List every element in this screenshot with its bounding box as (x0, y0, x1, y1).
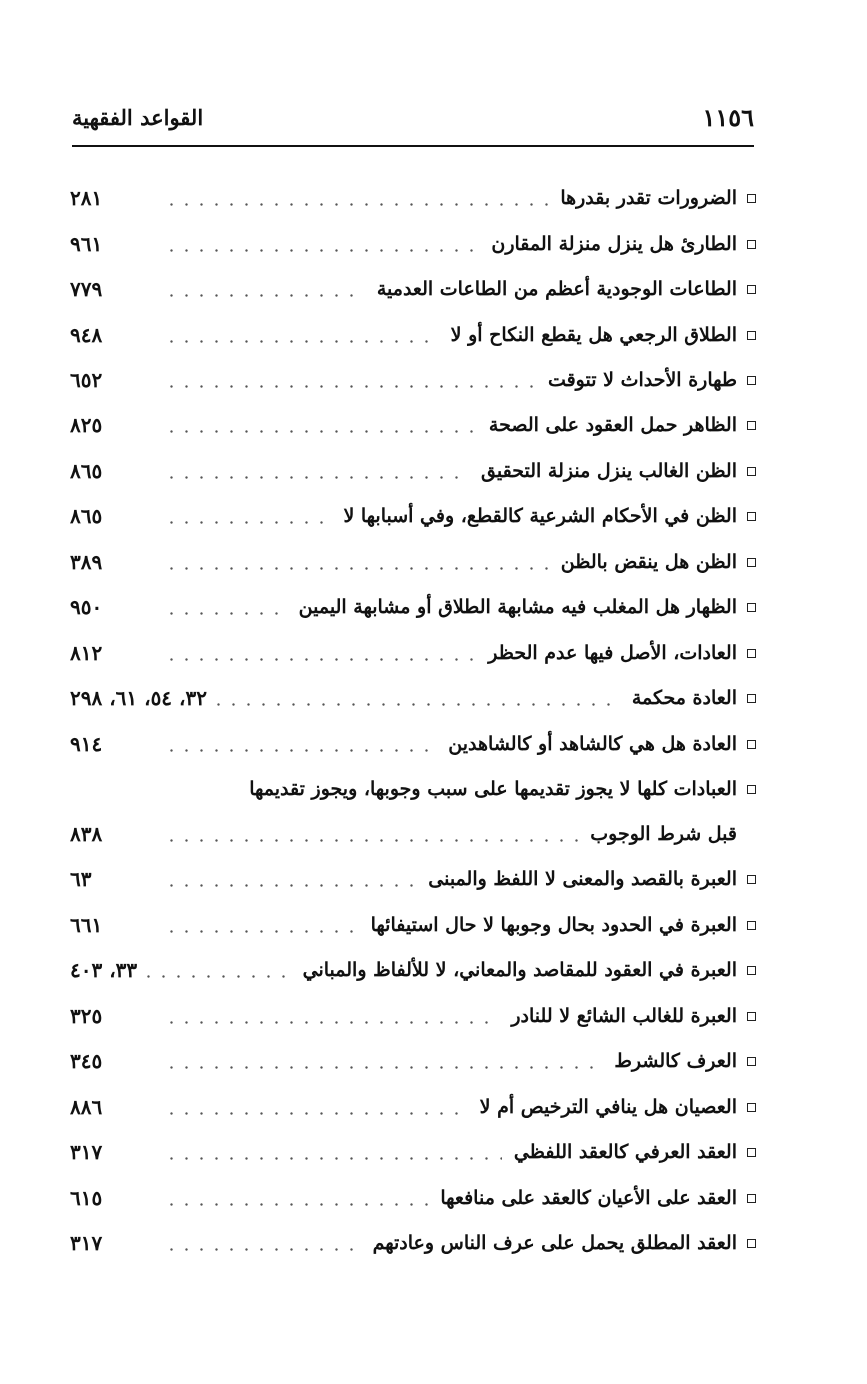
entry-pages: ٣٣، ٤٠٣ (70, 958, 138, 982)
entry-text: العادات، الأصل فيها عدم الحظر (488, 642, 737, 664)
entry-text: الظن في الأحكام الشرعية كالقطع، وفي أسبابها لا (343, 505, 737, 527)
entry-text: العصيان هل ينافي الترخيص أم لا (479, 1096, 737, 1118)
entry-pages: ٦٦١ (70, 913, 103, 937)
dot-leader (164, 839, 578, 842)
entry-text: طهارة الأحداث لا تتوقت (547, 369, 737, 391)
square-bullet-icon (747, 512, 756, 521)
square-bullet-icon (747, 467, 756, 476)
square-bullet-icon (747, 1012, 756, 1021)
page-number: ١١٥٦ (702, 102, 754, 132)
dot-leader (164, 1157, 502, 1160)
dot-leader (164, 476, 469, 479)
entry-pages: ٣٢٥ (70, 1004, 103, 1028)
entry-pages: ٦١٥ (70, 1186, 103, 1210)
entry-pages: ٣١٧ (70, 1140, 103, 1164)
square-bullet-icon (747, 875, 756, 884)
dot-leader (164, 1248, 361, 1251)
index-entry (70, 1228, 758, 1258)
square-bullet-icon (747, 558, 756, 567)
square-bullet-icon (747, 966, 756, 975)
square-bullet-icon (747, 1103, 756, 1112)
index-entry-continuation (70, 819, 758, 849)
square-bullet-icon (747, 1057, 756, 1066)
entry-text: العادة هل هي كالشاهد أو كالشاهدين (448, 733, 737, 755)
entry-pages: ٦٣ (70, 867, 92, 891)
entry-text: الطاعات الوجودية أعظم من الطاعات العدمية (376, 278, 737, 300)
dot-leader (164, 930, 359, 933)
index-entry (70, 864, 758, 894)
entry-pages: ٨٦٥ (70, 459, 103, 483)
index-entry (70, 229, 758, 259)
entry-pages: ٩٥٠ (70, 595, 103, 619)
entry-pages: ٩٦١ (70, 232, 103, 256)
entry-text: العقد على الأعيان كالعقد على منافعها (440, 1187, 737, 1209)
entry-pages: ٢٨١ (70, 186, 103, 210)
index-entry (70, 1001, 758, 1031)
entry-text: العبرة بالقصد والمعنى لا اللفظ والمبنى (428, 868, 737, 890)
square-bullet-icon (747, 649, 756, 658)
square-bullet-icon (747, 331, 756, 340)
square-bullet-icon (747, 1239, 756, 1248)
entry-text: العبرة في العقود للمقاصد والمعاني، لا للألفاظ والمباني (302, 959, 737, 981)
dot-leader (164, 1203, 428, 1206)
dot-leader (164, 203, 548, 206)
entry-text: قبل شرط الوجوب (590, 823, 737, 845)
dot-leader (164, 249, 479, 252)
index-entry (70, 365, 758, 395)
entry-text: الظن الغالب ينزل منزلة التحقيق (481, 460, 737, 482)
dot-leader (164, 385, 536, 388)
entry-pages: ٨١٢ (70, 641, 103, 665)
index-entry (70, 1092, 758, 1122)
running-title: القواعد الفقهية (72, 104, 204, 130)
dot-leader (164, 884, 416, 887)
index-entry (70, 501, 758, 531)
square-bullet-icon (747, 921, 756, 930)
index-entry (70, 320, 758, 350)
entry-pages: ٣٨٩ (70, 550, 103, 574)
index-entry (70, 547, 758, 577)
continuation-indent (747, 830, 756, 839)
index-entry (70, 910, 758, 940)
entry-text: العبرة للغالب الشائع لا للنادر (511, 1005, 737, 1027)
index-entry (70, 592, 758, 622)
entry-pages: ٦٥٢ (70, 368, 103, 392)
index-entry (70, 729, 758, 759)
square-bullet-icon (747, 240, 756, 249)
dot-leader (164, 340, 439, 343)
index-entry (70, 274, 758, 304)
index-entry (70, 638, 758, 668)
entry-pages: ٩١٤ (70, 732, 103, 756)
entry-text: الظهار هل المغلب فيه مشابهة الطلاق أو مشابهة اليمين (298, 596, 737, 618)
square-bullet-icon (747, 1148, 756, 1157)
dot-leader (164, 567, 549, 570)
square-bullet-icon (747, 1194, 756, 1203)
entry-text: العقد العرفي كالعقد اللفظي (513, 1141, 737, 1163)
square-bullet-icon (747, 694, 756, 703)
dot-leader (164, 1021, 499, 1024)
index-entry (70, 410, 758, 440)
square-bullet-icon (747, 421, 756, 430)
entry-pages: ٧٧٩ (70, 277, 103, 301)
dot-leader (164, 1066, 602, 1069)
index-entry (70, 1183, 758, 1213)
square-bullet-icon (747, 285, 756, 294)
dot-leader (164, 1112, 468, 1115)
dot-leader (164, 749, 436, 752)
square-bullet-icon (747, 603, 756, 612)
dot-leader (164, 294, 365, 297)
entry-pages: ٣١٧ (70, 1231, 103, 1255)
index-entry (70, 683, 758, 713)
dot-leader (141, 975, 291, 978)
square-bullet-icon (747, 785, 756, 794)
entry-text: العقد المطلق يحمل على عرف الناس وعادتهم (372, 1232, 737, 1254)
index-entry (70, 774, 758, 804)
dot-leader (164, 430, 477, 433)
entry-pages: ٩٤٨ (70, 323, 103, 347)
entry-pages: ٨٦٥ (70, 504, 103, 528)
entry-text: العبرة في الحدود بحال وجوبها لا حال استيفائها (370, 914, 737, 936)
square-bullet-icon (747, 194, 756, 203)
entry-pages: ٣٢، ٥٤، ٦١، ٢٩٨ (70, 686, 207, 710)
entry-text: العرف كالشرط (614, 1050, 737, 1072)
index-entry (70, 456, 758, 486)
entry-text: الضرورات تقدر بقدرها (560, 187, 737, 209)
entry-pages: ٨٣٨ (70, 822, 103, 846)
entry-pages: ٨٢٥ (70, 413, 103, 437)
entry-text: الطارئ هل ينزل منزلة المقارن (491, 233, 737, 255)
entry-text: العادة محكمة (631, 687, 737, 709)
entry-pages: ٣٤٥ (70, 1049, 103, 1073)
entry-text: الطلاق الرجعي هل يقطع النكاح أو لا (450, 324, 737, 346)
entry-text: العبادات كلها لا يجوز تقديمها على سبب وجوبها، ويجوز تقديمها (249, 778, 737, 800)
index-entry (70, 1137, 758, 1167)
entry-text: الظاهر حمل العقود على الصحة (488, 414, 737, 436)
dot-leader (164, 658, 476, 661)
index-entry (70, 1046, 758, 1076)
index-entry (70, 955, 758, 985)
entry-text: الظن هل ينقض بالظن (560, 551, 737, 573)
square-bullet-icon (747, 376, 756, 385)
dot-leader (211, 703, 620, 706)
square-bullet-icon (747, 740, 756, 749)
entry-pages: ٨٨٦ (70, 1095, 103, 1119)
dot-leader (164, 521, 331, 524)
dot-leader (164, 612, 287, 615)
index-entry (70, 183, 758, 213)
